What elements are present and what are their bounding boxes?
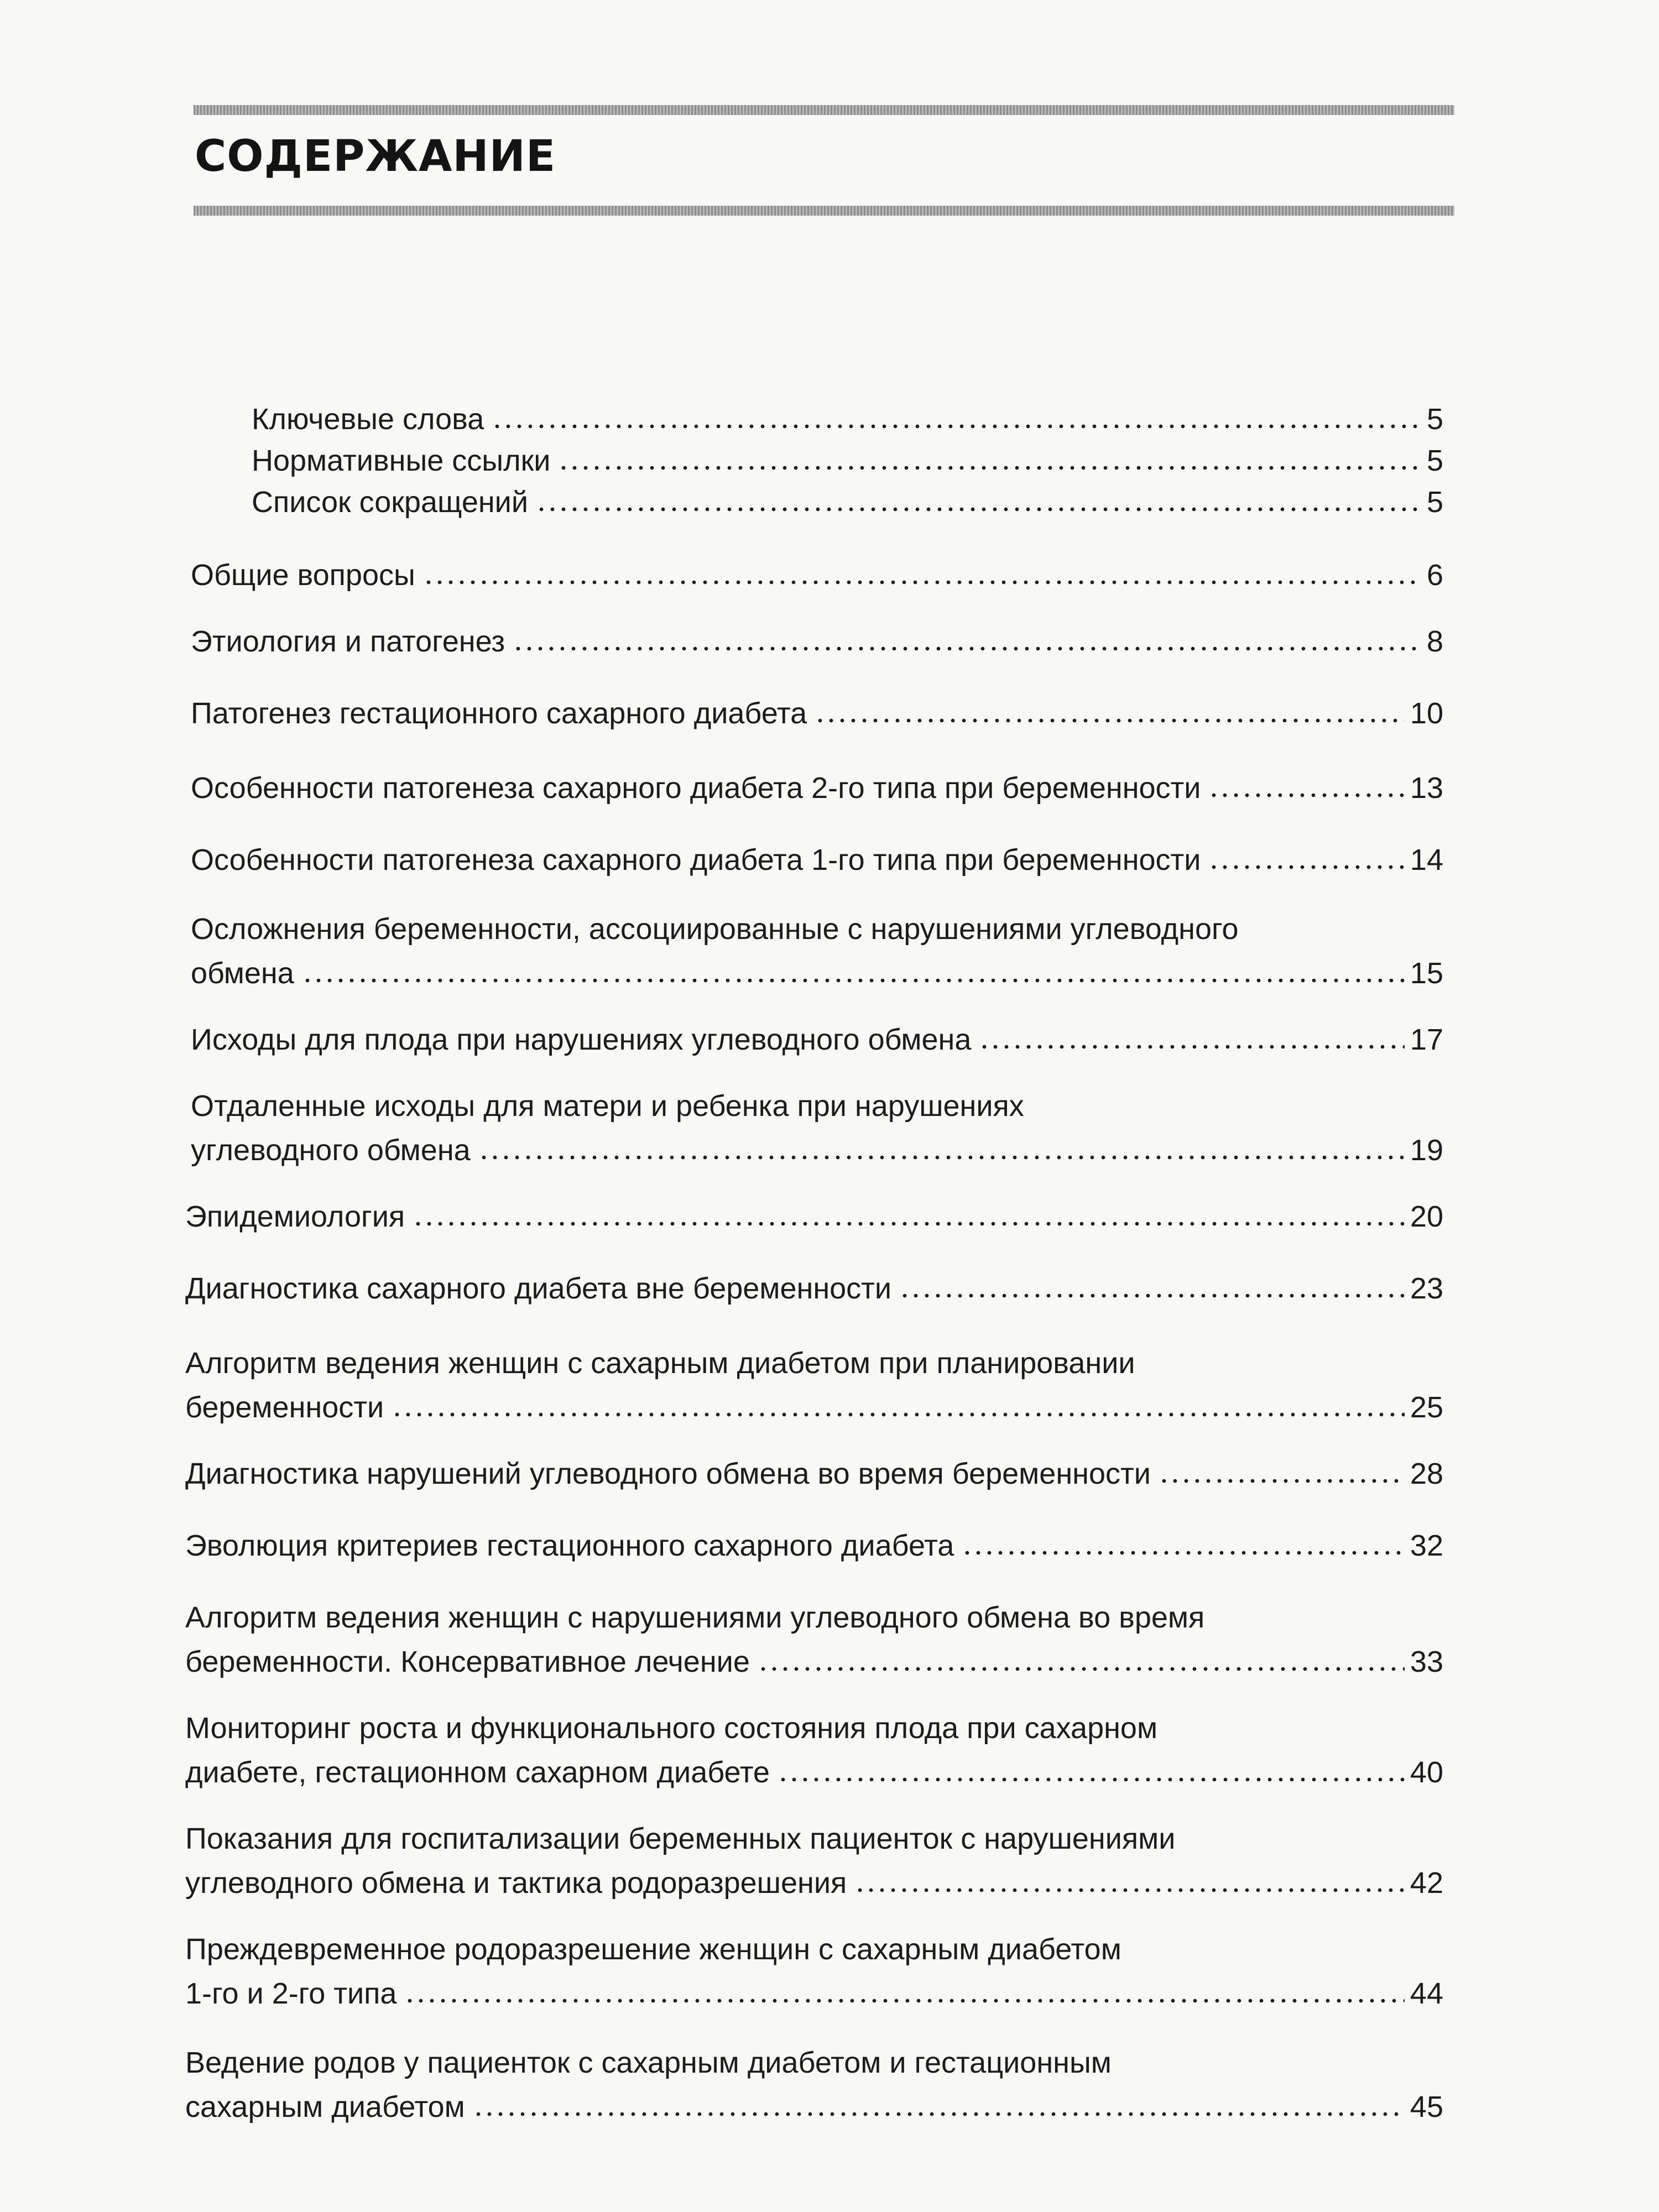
toc-entry-leader-line xyxy=(185,1194,1443,1239)
toc-page-number: 14 xyxy=(1410,843,1443,877)
toc-entry xyxy=(185,1266,1443,1311)
toc-entry-leader-line xyxy=(185,1385,1443,1430)
toc-page-number: 44 xyxy=(1410,1977,1443,2010)
toc-entry-title: Диагностика сахарного диабета вне беременности xyxy=(185,1272,892,1305)
toc-entry xyxy=(191,766,1443,810)
dot-leader xyxy=(536,507,1421,512)
dot-leader xyxy=(404,1998,1404,2004)
toc-entry-leader-line xyxy=(191,1018,1443,1062)
toc-page-number: 5 xyxy=(1426,444,1443,477)
dot-leader xyxy=(1208,792,1404,798)
toc-entry-leader-line xyxy=(185,1971,1443,2016)
toc-entry-title: Нормативные ссылки xyxy=(252,444,551,477)
toc-entry-leader-line xyxy=(252,397,1443,441)
toc-entry-leader-line xyxy=(191,838,1443,882)
toc-entry xyxy=(185,2041,1443,2129)
toc-entry xyxy=(191,1018,1443,1062)
toc-entry xyxy=(185,1194,1443,1239)
toc-entry-leader-line xyxy=(185,1861,1443,1905)
toc-entry xyxy=(252,439,1443,483)
dot-leader xyxy=(478,1155,1405,1160)
toc-entry-title: 1-го и 2-го типа xyxy=(185,1977,397,2010)
toc-page-number: 10 xyxy=(1410,697,1443,730)
toc-entry-title-line: Отдаленные исходы для матери и ребенка при нарушениях xyxy=(191,1089,1024,1123)
toc-entry-leader-line xyxy=(191,1128,1443,1172)
toc-page-number: 32 xyxy=(1410,1529,1443,1562)
toc-entry-leader-line xyxy=(191,619,1443,664)
toc-page-number: 25 xyxy=(1410,1391,1443,1424)
dot-leader xyxy=(513,646,1421,651)
toc-entry-leader-line xyxy=(252,439,1443,483)
toc-page-number: 17 xyxy=(1410,1023,1443,1056)
dot-leader xyxy=(473,2111,1405,2117)
toc-page-number: 28 xyxy=(1410,1457,1443,1490)
toc-entry-leader-line xyxy=(185,1750,1443,1794)
toc-entry-title-line: Алгоритм ведения женщин с сахарным диабетом при планировании xyxy=(185,1347,1135,1380)
dot-leader xyxy=(1208,864,1404,870)
dot-leader xyxy=(899,1293,1405,1298)
dot-leader xyxy=(1159,1478,1405,1484)
toc-entry-title: углеводного обмена и тактика родоразрешения xyxy=(185,1866,847,1900)
toc-entry-title: сахарным диабетом xyxy=(185,2090,465,2124)
dot-leader xyxy=(392,1412,1405,1417)
toc-entry xyxy=(185,1595,1443,1684)
dot-leader xyxy=(558,465,1421,471)
toc-entry-title: беременности xyxy=(185,1391,384,1424)
toc-entry xyxy=(185,1524,1443,1568)
dot-leader xyxy=(962,1550,1405,1556)
toc-entry-title-line: Алгоритм ведения женщин с нарушениями углеводного обмена во время xyxy=(185,1601,1205,1634)
dot-leader xyxy=(492,424,1421,429)
toc-entry-leader-line xyxy=(185,1640,1443,1684)
toc-page-number: 5 xyxy=(1426,403,1443,436)
toc-entry-title-line: Преждевременное родоразрешение женщин с сахарным диабетом xyxy=(185,1933,1121,1966)
toc-page-number: 15 xyxy=(1410,957,1443,990)
toc-entry-title: диабете, гестационном сахарном диабете xyxy=(185,1756,770,1789)
toc-entry-title: углеводного обмена xyxy=(191,1134,471,1167)
toc-entry-title-line: Осложнения беременности, ассоциированные с нарушениями углеводного xyxy=(191,912,1239,946)
toc-page-number: 33 xyxy=(1410,1645,1443,1678)
toc-entry-title: Диагностика нарушений углеводного обмена во время беременности xyxy=(185,1457,1151,1490)
toc-page-number: 8 xyxy=(1426,625,1443,658)
toc-entry xyxy=(191,553,1443,597)
toc-page-number: 5 xyxy=(1426,486,1443,519)
toc-entry xyxy=(185,1817,1443,1905)
toc-entry xyxy=(191,619,1443,664)
dot-leader xyxy=(979,1044,1405,1050)
toc-entry-title: Особенности патогенеза сахарного диабета 2-го типа при беременности xyxy=(191,771,1201,805)
toc-entry-leader-line xyxy=(191,766,1443,810)
toc-entry-title-line: Мониторинг роста и функционального состояния плода при сахарном xyxy=(185,1712,1158,1745)
toc-entry xyxy=(191,907,1443,995)
toc-entry xyxy=(185,1341,1443,1430)
toc-entry xyxy=(185,1927,1443,2016)
dot-leader xyxy=(423,580,1421,585)
toc-page-number: 19 xyxy=(1410,1134,1443,1167)
toc-page-number: 13 xyxy=(1410,771,1443,805)
toc-entry xyxy=(185,1706,1443,1794)
toc-entry xyxy=(191,691,1443,735)
toc-page-number: 6 xyxy=(1426,559,1443,592)
dot-leader xyxy=(815,718,1405,723)
toc-entry-title: Эволюция критериев гестационного сахарного диабета xyxy=(185,1529,954,1562)
dot-leader xyxy=(413,1221,1405,1227)
toc-entry-title: Этиология и патогенез xyxy=(191,625,505,658)
toc-entry-leader-line xyxy=(185,2085,1443,2129)
toc-entry-title: Патогенез гестационного сахарного диабета xyxy=(191,697,807,730)
toc-entry-leader-line xyxy=(185,1266,1443,1311)
toc-entry-title-line: Ведение родов у пациенток с сахарным диабетом и гестационным xyxy=(185,2046,1112,2079)
dot-leader xyxy=(778,1777,1405,1782)
toc-entry-title: Список сокращений xyxy=(252,486,529,519)
toc-entry-title: беременности. Консервативное лечение xyxy=(185,1645,750,1678)
dot-leader xyxy=(758,1666,1405,1672)
toc-entry-title: Эпидемиология xyxy=(185,1200,405,1233)
toc-entry-title: Особенности патогенеза сахарного диабета 1-го типа при беременности xyxy=(191,843,1201,877)
toc-page-number: 23 xyxy=(1410,1272,1443,1305)
toc-entry-title-line: Показания для госпитализации беременных пациенток с нарушениями xyxy=(185,1822,1176,1855)
toc-entry-leader-line xyxy=(191,553,1443,597)
toc-entry-title: обмена xyxy=(191,957,294,990)
toc-entry-leader-line xyxy=(191,691,1443,735)
toc-entry xyxy=(185,1452,1443,1496)
toc-entry xyxy=(191,1084,1443,1172)
toc-entry-leader-line xyxy=(185,1452,1443,1496)
dot-leader xyxy=(302,978,1405,983)
toc-page-number: 42 xyxy=(1410,1866,1443,1900)
toc-page-number: 20 xyxy=(1410,1200,1443,1233)
toc-entry-title: Общие вопросы xyxy=(191,559,415,592)
toc-entry-title: Ключевые слова xyxy=(252,403,484,436)
dot-leader xyxy=(854,1887,1405,1893)
toc-entry-leader-line xyxy=(252,480,1443,524)
toc-page-number: 45 xyxy=(1410,2090,1443,2124)
toc-entry xyxy=(191,838,1443,882)
toc-entry-leader-line xyxy=(191,951,1443,995)
toc-entry-title: Исходы для плода при нарушениях углеводного обмена xyxy=(191,1023,972,1056)
toc-entry xyxy=(252,397,1443,441)
toc-page-number: 40 xyxy=(1410,1756,1443,1789)
toc-entry xyxy=(252,480,1443,524)
page-title: СОДЕРЖАНИЕ xyxy=(195,132,556,181)
toc-entry-leader-line xyxy=(185,1524,1443,1568)
